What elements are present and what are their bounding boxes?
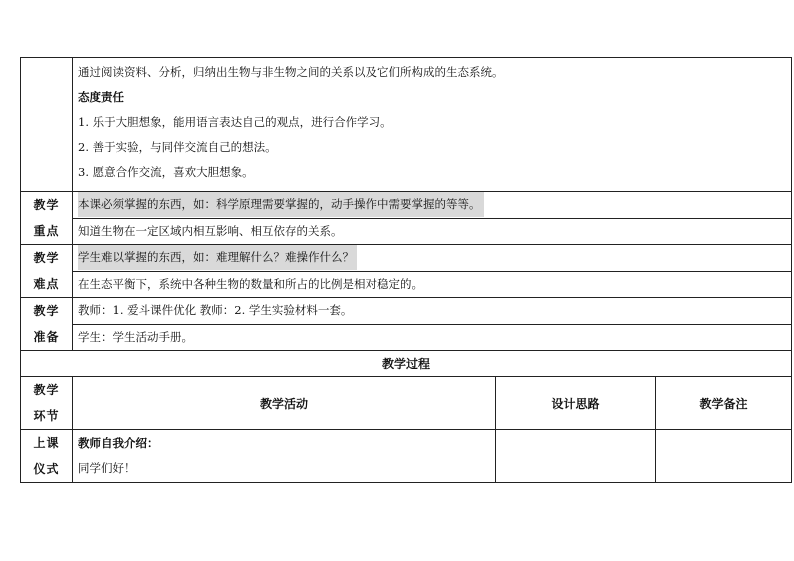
notes-cell <box>656 430 792 483</box>
process-title-row <box>21 351 792 377</box>
notes-header: 教学备注 <box>656 377 792 430</box>
difficult-points-content: 在生态平衡下，系统中各种生物的数量和所占的比例是相对稳定的。 <box>73 271 792 298</box>
lesson-plan-page <box>20 57 791 483</box>
process-title: 教学过程 <box>21 351 792 377</box>
key-points-content-row <box>21 218 792 245</box>
preparation-teacher: 教师：1. 爱斗课件优化 教师：2. 学生实验材料一套。 <box>73 298 792 325</box>
activity-line: 教师自我介绍： <box>78 436 159 450</box>
attitude-item: 1. 乐于大胆想象，能用语言表达自己的观点，进行合作学习。 <box>78 115 392 129</box>
key-points-hint: 本课必须掌握的东西，如：科学原理需要掌握的，动手操作中需要掌握的等等。 <box>78 192 484 217</box>
preparation-teacher-row <box>21 298 792 325</box>
activity-cell <box>73 430 496 483</box>
process-header-row <box>21 377 792 430</box>
key-points-content: 知道生物在一定区域内相互影响、相互依存的关系。 <box>73 218 792 245</box>
stage-cell: 上课 仪式 <box>21 430 73 483</box>
design-header: 设计思路 <box>496 377 656 430</box>
process-row <box>21 430 792 483</box>
attitude-item: 3. 愿意合作交流，喜欢大胆想象。 <box>78 165 254 179</box>
difficult-points-label: 教学 难点 <box>21 245 73 298</box>
design-cell <box>496 430 656 483</box>
goals-label-cell <box>21 58 73 192</box>
activity-header: 教学活动 <box>73 377 496 430</box>
activity-line: 同学们好！ <box>78 461 136 475</box>
attitude-item: 2. 善于实验，与同伴交流自己的想法。 <box>78 140 277 154</box>
difficult-points-hint-cell <box>73 245 792 272</box>
difficult-points-content-row <box>21 271 792 298</box>
key-points-label: 教学 重点 <box>21 192 73 245</box>
preparation-label: 教学 准备 <box>21 298 73 351</box>
goals-row <box>21 58 792 192</box>
difficult-points-hint-row <box>21 245 792 272</box>
lesson-plan-table <box>20 57 792 483</box>
stage-header: 教学 环节 <box>21 377 73 430</box>
goals-content-cell <box>73 58 792 192</box>
key-points-hint-row <box>21 192 792 219</box>
preparation-student-row <box>21 324 792 351</box>
preparation-student: 学生：学生活动手册。 <box>73 324 792 351</box>
difficult-points-hint: 学生难以掌握的东西，如：难理解什么？难操作什么？ <box>78 245 357 270</box>
key-points-hint-cell <box>73 192 792 219</box>
attitude-heading: 态度责任 <box>78 90 124 104</box>
goals-line: 通过阅读资料、分析，归纳出生物与非生物之间的关系以及它们所构成的生态系统。 <box>78 65 504 79</box>
